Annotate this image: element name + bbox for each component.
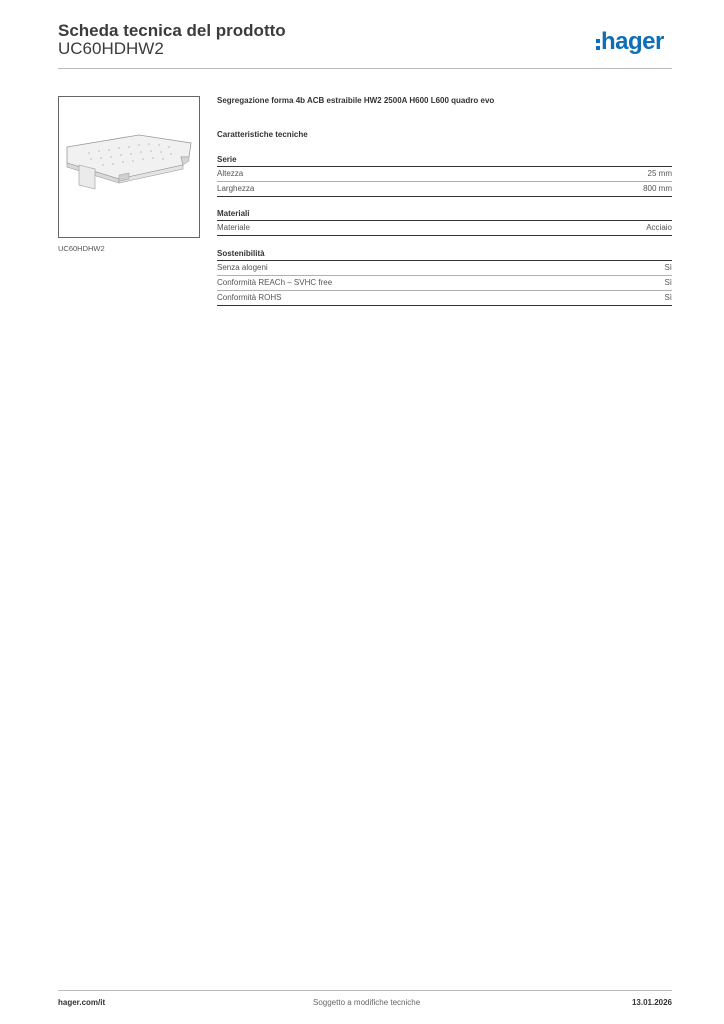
hager-logo [596, 28, 664, 56]
spec-row [217, 167, 672, 182]
product-image [58, 96, 200, 238]
spec-group-serie [217, 155, 672, 197]
spec-group-materiali [217, 209, 672, 236]
spec-row [217, 182, 672, 197]
spec-value: Acciaio [646, 223, 672, 232]
logo-text: hager [601, 28, 664, 55]
page-title: Scheda tecnica del prodotto [58, 21, 286, 40]
spec-value: Sì [664, 263, 672, 272]
group-title: Sostenibilità [217, 249, 672, 261]
group-title: Materiali [217, 209, 672, 221]
spec-label: Conformità REACh – SVHC free [217, 278, 333, 287]
spec-label: Senza alogeni [217, 263, 268, 272]
spec-value: 25 mm [647, 169, 672, 178]
group-title: Serie [217, 155, 672, 167]
spec-label: Altezza [217, 169, 244, 178]
spec-group-sostenibilita [217, 249, 672, 306]
spec-row [217, 261, 672, 276]
section-title: Caratteristiche tecniche [217, 130, 308, 139]
product-description: Segregazione forma 4b ACB estraibile HW2 2500A H600 L600 quadro evo [217, 96, 495, 105]
footer-note: Soggetto a modifiche tecniche [313, 998, 421, 1007]
spec-value: Sì [664, 293, 672, 302]
product-code: UC60HDHW2 [58, 39, 164, 58]
spec-value: 800 mm [643, 184, 672, 193]
image-caption: UC60HDHW2 [58, 244, 105, 253]
spec-row [217, 221, 672, 236]
spec-label: Materiale [217, 223, 250, 232]
spec-label: Conformità ROHS [217, 293, 282, 302]
footer-date: 13.01.2026 [631, 998, 672, 1007]
spec-row [217, 276, 672, 291]
spec-row [217, 291, 672, 306]
spec-label: Larghezza [217, 184, 255, 193]
footer-website-link[interactable]: hager.com/it [58, 998, 106, 1007]
footer-divider [58, 990, 672, 991]
header-divider [58, 68, 672, 69]
spec-value: Sì [664, 278, 672, 287]
